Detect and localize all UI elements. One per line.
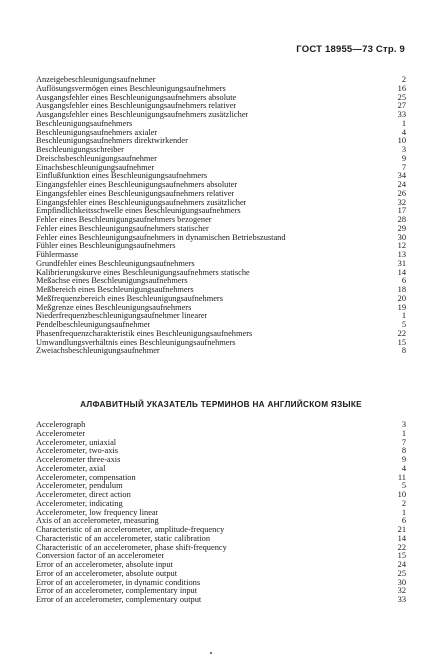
index-term-number: 9 [401,153,406,163]
index-term: Fühlermasse [36,251,79,259]
index-term-number: 8 [401,446,406,456]
index-term-number: 1 [401,428,406,438]
index-entry [36,491,406,500]
english-index-heading: АЛФАВИТНЫЙ УКАЗАТЕЛЬ ТЕРМИНОВ НА АНГЛИЙСКОМ ЯЗЫКЕ [80,400,362,409]
index-term-number: 24 [397,180,406,189]
index-term-number: 24 [397,560,406,569]
index-term-number: 31 [397,258,406,268]
index-term: Characteristic of an accelerometer, phase shift-frequency [36,543,227,552]
index-entry [36,500,406,509]
index-term: Error of an accelerometer, in dynamic conditions [36,578,201,587]
index-term: Accelerometer, axial [36,464,106,473]
index-term: Accelerometer, compensation [36,473,136,482]
index-term: Error of an accelerometer, absolute output [36,569,178,578]
index-term: Beschleunigungsaufnehmers axialer [36,128,158,137]
index-entry [36,552,406,561]
index-entry [36,129,406,138]
index-term: Eingangsfehler eines Beschleunigungsaufnehmers zusätzlicher [36,198,247,207]
index-term-number: 7 [401,162,406,172]
index-term-number: 1 [401,118,406,128]
index-term-number: 10 [397,136,406,146]
index-entry [36,526,406,535]
index-term: Kalibrierungskurve eines Beschleunigungsaufnehmers statische [36,268,250,277]
index-entry [36,146,406,155]
index-term: Meßfrequenzbereich eines Beschleunigungsaufnehmers [36,294,223,303]
index-entry [36,430,406,439]
index-term-number: 14 [397,533,406,543]
index-term-number: 32 [397,586,406,596]
index-entry [36,570,406,579]
index-term-number: 22 [397,542,406,552]
index-term-number: 5 [401,481,406,491]
index-term: Auflösungsvermögen eines Beschleunigungsaufnehmers [36,84,226,93]
index-term-number: 4 [401,127,406,137]
index-term: Accelerometer, indicating [36,499,123,508]
index-entry [36,330,406,339]
index-entry [36,286,406,295]
page-header: ГОСТ 18955—73 Стр. 9 [296,44,405,55]
index-term-number: 16 [397,83,406,93]
index-entry [36,456,406,465]
index-entry [36,535,406,544]
index-entry [36,544,406,553]
index-term: Characteristic of an accelerometer, amplitude-frequency [36,526,225,534]
index-entry [36,561,406,570]
index-term: Axis of an accelerometer, measuring [36,517,159,526]
index-term: Ausgangsfehler eines Beschleunigungsaufnehmers absolute [36,93,237,102]
index-term: Einflußfunktion eines Beschleunigungsaufnehmers [36,172,208,181]
index-term-number: 30 [397,577,406,587]
index-term: Phasenfrequenzcharakteristik eines Beschleunigungsaufnehmers [36,329,253,338]
index-entry [36,137,406,146]
index-entry [36,474,406,483]
index-term-number: 13 [397,250,406,259]
index-term: Eingangsfehler eines Beschleunigungsaufnehmers absoluter [36,181,238,189]
page-mark [210,652,212,654]
index-entry [36,251,406,260]
index-entry [36,260,406,269]
index-term-number: 34 [397,171,406,181]
index-entry [36,172,406,181]
index-term: Pendelbeschleunigungsaufnehmer [36,321,151,329]
index-term-number: 17 [397,206,406,216]
german-term-index [36,76,406,356]
index-term: Accelerometer, pendulum [36,482,123,491]
index-entry [36,295,406,304]
index-term: Fehler eines Beschleunigungsaufnehmers in dynamischen Betriebszustand [36,233,286,242]
index-entry [36,120,406,129]
index-term: Umwandlungsverhältnis eines Beschleunigungsaufnehmers [36,338,236,347]
index-term: Beschleunigungsaufnehmers direktwirkender [36,137,188,146]
index-term: Ausgangsfehler eines Beschleunigungsaufnehmers relativer [36,102,237,111]
index-entry [36,199,406,208]
index-term-number: 30 [397,232,406,242]
index-entry [36,181,406,190]
index-term-number: 32 [397,197,406,207]
index-term: Meßachse eines Beschleunigungsaufnehmers [36,277,188,286]
index-term: Einachsbeschleunigungsaufnehmer [36,163,155,172]
index-entry [36,509,406,518]
index-term: Error of an accelerometer, complementary input [36,587,198,596]
index-entry [36,216,406,225]
index-term-number: 1 [401,311,406,321]
index-term: Anzeigebeschleunigungsaufnehmer [36,76,156,84]
index-entry [36,76,406,85]
index-term: Dreischsbeschleunigungsaufnehmer [36,154,157,163]
index-term: Beschleunigungsaufnehmers [36,119,133,128]
index-entry [36,190,406,199]
index-term: Grundfehler eines Beschleunigungsaufnehmers [36,259,195,268]
index-term-number: 11 [397,472,406,482]
index-entry [36,482,406,491]
index-entry [36,234,406,243]
index-term-number: 7 [401,437,406,447]
index-term: Error of an accelerometer, absolute input [36,561,173,569]
index-term-number: 3 [401,145,406,154]
index-entry [36,517,406,526]
index-term-number: 4 [401,463,406,473]
index-term-number: 2 [401,498,406,508]
index-term-number: 29 [397,223,406,233]
index-term: Accelerometer, direct action [36,491,131,499]
index-entry [36,164,406,173]
index-term: Accelerometer, uniaxial [36,438,117,447]
index-term: Beschleunigungsschreiber [36,146,124,154]
index-term: Accelerometer, low frequency linear [36,508,159,517]
index-entry [36,447,406,456]
index-term-number: 28 [397,215,406,224]
index-term-number: 8 [401,346,406,356]
index-term-number: 10 [397,490,406,499]
index-term-number: 25 [397,568,406,578]
index-entry [36,85,406,94]
index-term: Error of an accelerometer, complementary output [36,596,202,604]
index-entry [36,155,406,164]
index-entry [36,94,406,103]
index-entry [36,269,406,278]
index-term-number: 2 [401,75,406,84]
index-term: Ausgangsfehler eines Beschleunigungsaufnehmers zusätzlicher [36,111,249,119]
index-term-number: 33 [397,595,406,604]
index-term-number: 21 [397,525,406,534]
index-entry [36,587,406,596]
index-term-number: 20 [397,293,406,303]
index-term: Accelerometer, two-axis [36,447,118,456]
index-entry [36,102,406,111]
index-term: Niederfrequenzbeschleunigungsaufnehmer linearer [36,312,208,321]
index-term: Meßbereich eines Beschleunigungsaufnehmers [36,286,194,294]
index-term-number: 33 [397,110,406,119]
index-term-number: 22 [397,328,406,338]
index-term-number: 15 [397,551,406,561]
index-term-number: 26 [397,188,406,198]
index-entry [36,579,406,588]
index-term-number: 1 [401,507,406,517]
index-entry [36,347,406,356]
index-term-number: 19 [397,302,406,312]
index-entry [36,321,406,330]
index-entry [36,465,406,474]
index-term: Accelerometer [36,429,86,438]
index-entry [36,304,406,313]
index-term-number: 25 [397,92,406,102]
index-term: Characteristic of an accelerometer, static calibration [36,534,211,543]
index-term-number: 6 [401,516,406,526]
index-entry [36,207,406,216]
index-entry [36,312,406,321]
index-term-number: 6 [401,276,406,286]
index-term-number: 9 [401,455,406,464]
index-term: Fühler eines Beschleunigungsaufnehmers [36,242,176,251]
index-entry [36,111,406,120]
index-term: Conversion factor of an accelerometer [36,552,165,561]
index-term: Accelerograph [36,421,86,429]
index-term-number: 12 [397,241,406,251]
english-term-index [36,421,406,605]
index-entry [36,277,406,286]
index-term: Zweiachsbeschleunigungsaufnehmer [36,347,160,356]
index-term-number: 5 [401,320,406,329]
index-term: Accelerometer three-axis [36,456,121,464]
index-term-number: 3 [401,420,406,429]
index-term-number: 18 [397,285,406,294]
index-entry [36,339,406,348]
index-term: Fehler eines Beschleunigungsaufnehmers statischer [36,224,209,233]
index-entry [36,242,406,251]
index-term: Meßgrenze eines Beschleunigungsaufnehmers [36,303,192,312]
index-term-number: 14 [397,267,406,277]
index-entry [36,439,406,448]
index-entry [36,596,406,605]
index-term-number: 27 [397,101,406,111]
index-entry [36,225,406,234]
index-term: Empfindlichkeitsschwelle eines Beschleunigungsaufnehmers [36,207,241,216]
index-entry [36,421,406,430]
index-term: Eingangsfehler eines Beschleunigungsaufnehmers relativer [36,189,235,198]
index-term: Fehler eines Beschleunigungsaufnehmers bezogener [36,216,212,224]
index-term-number: 15 [397,337,406,347]
